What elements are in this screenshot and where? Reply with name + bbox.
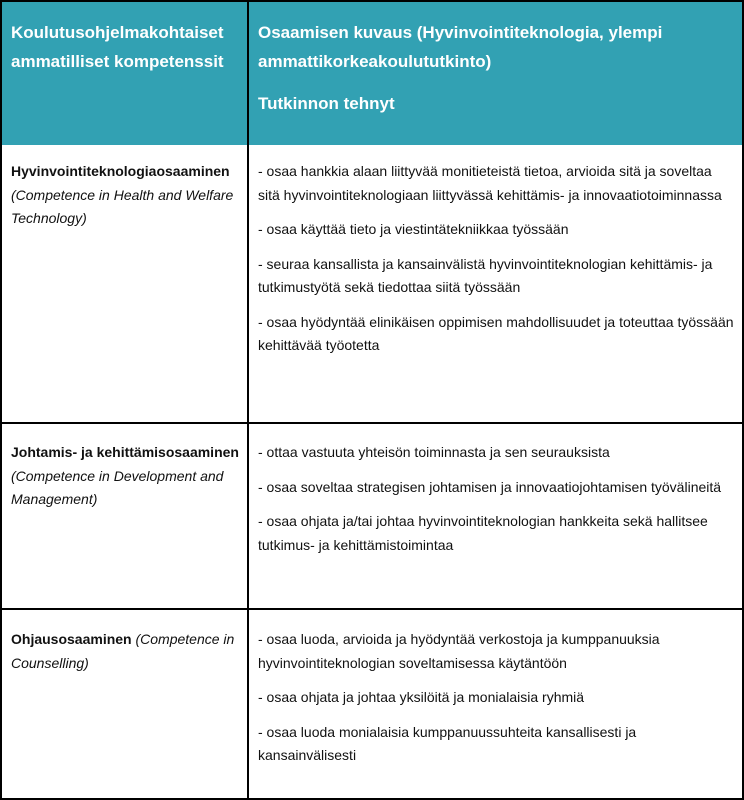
description-cell <box>249 145 742 422</box>
competence-cell <box>2 424 249 608</box>
competence-cell <box>2 145 249 422</box>
description-cell <box>249 610 742 800</box>
header-cell-competences <box>2 2 249 145</box>
description-item: - osaa ohjata ja johtaa yksilöitä ja monialaisia ryhmiä <box>258 689 585 705</box>
header-col2-title: Osaamisen kuvaus (Hyvinvointiteknologia, ylempi ammattikorkeakoulututkinto) <box>258 23 663 71</box>
description-item: - osaa luoda, arvioida ja hyödyntää verkostoja ja kumppanuuksia hyvinvointiteknologian soveltamisessa käytäntöön <box>258 631 660 671</box>
competence-name-en: (Competence in Health and Welfare Technology) <box>11 186 234 226</box>
table-row <box>2 608 742 800</box>
table-row <box>2 422 742 608</box>
description-item: - ottaa vastuuta yhteisön toiminnasta ja sen seurauksista <box>258 444 610 460</box>
description-item: - osaa soveltaa strategisen johtamisen ja innovaatiojohtamisen työvälineitä <box>258 478 722 495</box>
description-cell <box>249 424 742 608</box>
description-item: - seuraa kansallista ja kansainvälistä hyvinvointiteknologian kehittämis- ja tutkimustyötä sekä tiedottaa siitä työssään <box>258 255 713 295</box>
competence-name-en: (Competence in Development and Management) <box>11 467 224 507</box>
table-row <box>2 145 742 422</box>
competence-name-fi: Johtamis- ja kehittämisosaaminen <box>11 444 239 460</box>
description-item: - osaa ohjata ja/tai johtaa hyvinvointiteknologian hankkeita sekä hallitsee tutkimus- ja kehittämistoimintaa <box>258 513 708 553</box>
competence-name-en: (Competence in Counselling) <box>11 631 235 671</box>
header-cell-description <box>249 2 742 145</box>
competence-name-fi: Hyvinvointiteknologiaosaaminen <box>11 163 230 179</box>
header-col2-subtitle: Tutkinnon tehnyt <box>258 94 395 113</box>
description-item: - osaa hyödyntää elinikäisen oppimisen mahdollisuudet ja toteuttaa työssään kehittävää työotetta <box>258 313 734 353</box>
description-item: - osaa luoda monialaisia kumppanuussuhteita kansallisesti ja kansainvälisesti <box>258 723 637 763</box>
description-item: - osaa käyttää tieto ja viestintätekniikkaa työssään <box>258 221 569 237</box>
table-header-row <box>2 2 742 145</box>
header-col1-title: Koulutusohjelmakohtaiset ammatilliset kompetenssit <box>11 23 224 71</box>
competence-name-fi: Ohjausosaaminen <box>11 631 136 647</box>
competence-cell <box>2 610 249 800</box>
description-item: - osaa hankkia alaan liittyvää monitieteistä tietoa, arvioida sitä ja soveltaa sitä hyvinvointiteknologiaan liittyvässä kehittämis- ja innovaatiotoiminnassa <box>258 163 722 203</box>
